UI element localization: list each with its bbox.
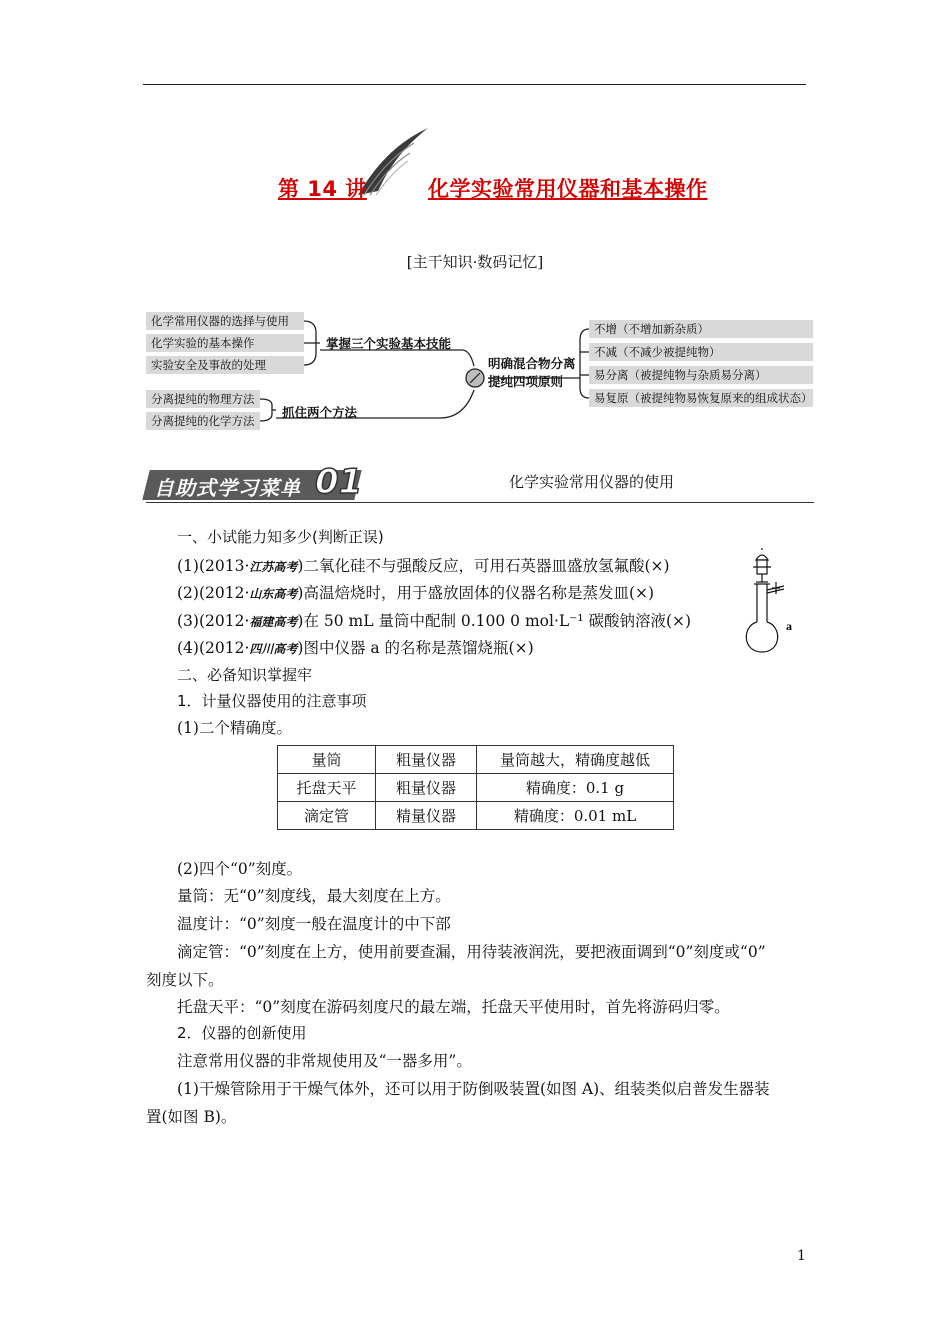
mindmap-center-label: 明确混合物分离 (488, 356, 576, 371)
mindmap-right-item: 不增（不增加新杂质） (589, 320, 813, 338)
section-banner-text: 自助式学习菜单 (154, 476, 301, 500)
body-line: 注意常用仪器的非常规使用及“一器多用”。 (177, 1052, 472, 1070)
table-row (278, 802, 674, 830)
part2-sub2: 2．仪器的创新使用 (177, 1024, 307, 1042)
table-cell: 粗量仪器 (376, 774, 477, 802)
part2-sub1: 1．计量仪器使用的注意事项 (177, 692, 367, 710)
body-line: 温度计：“0”刻度一般在温度计的中下部 (177, 915, 451, 933)
table-row (278, 774, 674, 802)
mindmap-label-methods: 抓住两个方法 (282, 405, 358, 420)
mindmap-right-item: 不减（不减少被提纯物） (589, 343, 813, 361)
body-line: 刻度以下。 (146, 971, 224, 989)
table-cell: 托盘天平 (278, 774, 376, 802)
judge-item: (3)(2012·福建高考)在 50 mL 量筒中配制 0.100 0 mol·L⁻¹ 碳酸钠溶液(×) (177, 612, 692, 630)
table-cell: 精确度：0.1 g (477, 774, 674, 802)
judge-item: (1)(2013·江苏高考)二氧化硅不与强酸反应，可用石英器皿盛放氢氟酸(×) (177, 557, 670, 575)
lesson-title: 化学实验常用仪器和基本操作 (428, 177, 708, 201)
mindmap-right-item: 易分离（被提纯物与杂质易分离） (589, 366, 813, 384)
precision-table (277, 745, 674, 830)
mindmap-label-skills: 掌握三个实验基本技能 (326, 336, 452, 351)
part2-heading: 二、必备知识掌握牢 (177, 666, 313, 684)
lesson-number: 第 14 讲 (278, 177, 367, 201)
table-cell: 精确度：0.01 mL (477, 802, 674, 830)
page-subtitle: [主干知识·数码记忆] (406, 253, 544, 271)
part2-sub1-a: (1)二个精确度。 (177, 719, 292, 737)
mindmap-left-item: 化学常用仪器的选择与使用 (146, 312, 304, 330)
distillation-flask-figure (742, 548, 804, 656)
page-number: 1 (797, 1248, 806, 1264)
mindmap-left-item: 化学实验的基本操作 (146, 334, 304, 352)
table-cell: 粗量仪器 (376, 746, 477, 774)
mindmap-right-item: 易复原（被提纯物易恢复原来的组成状态） (589, 389, 813, 407)
table-cell: 精量仪器 (376, 802, 477, 830)
body-line: 量筒：无“0”刻度线，最大刻度在上方。 (177, 887, 451, 905)
body-line: (1)干燥管除用于干燥气体外，还可以用于防倒吸装置(如图 A)、组装类似启普发生器装 (177, 1080, 770, 1098)
body-line: 托盘天平：“0”刻度在游码刻度尺的最左端，托盘天平使用时，首先将游码归零。 (177, 998, 730, 1016)
table-cell: 量筒 (278, 746, 376, 774)
section-title: 化学实验常用仪器的使用 (509, 473, 675, 491)
mindmap-left-item: 分离提纯的物理方法 (146, 390, 260, 408)
mindmap-center-label: 提纯四项原则 (488, 374, 564, 389)
table-cell: 量筒越大，精确度越低 (477, 746, 674, 774)
section-banner-number: 01 (315, 462, 363, 502)
table-cell: 滴定管 (278, 802, 376, 830)
mindmap-left-item: 分离提纯的化学方法 (146, 412, 260, 430)
section-rule (146, 502, 814, 503)
part2-sub1-b: (2)四个“0”刻度。 (177, 860, 303, 878)
judge-item: (2)(2012·山东高考)高温焙烧时，用于盛放固体的仪器名称是蒸发皿(×) (177, 584, 655, 602)
judge-item: (4)(2012·四川高考)图中仪器 a 的名称是蒸馏烧瓶(×) (177, 639, 534, 657)
body-line: 置(如图 B)。 (146, 1108, 237, 1126)
table-row (278, 746, 674, 774)
part1-heading: 一、小试能力知多少(判断正误) (177, 528, 384, 546)
body-line: 滴定管：“0”刻度在上方，使用前要查漏，用待装液润洗，要把液面调到“0”刻度或“0” (177, 943, 766, 961)
mindmap-left-item: 实验安全及事故的处理 (146, 356, 304, 374)
mindmap-connectors (0, 0, 950, 440)
figure-label-a: a (786, 619, 792, 633)
